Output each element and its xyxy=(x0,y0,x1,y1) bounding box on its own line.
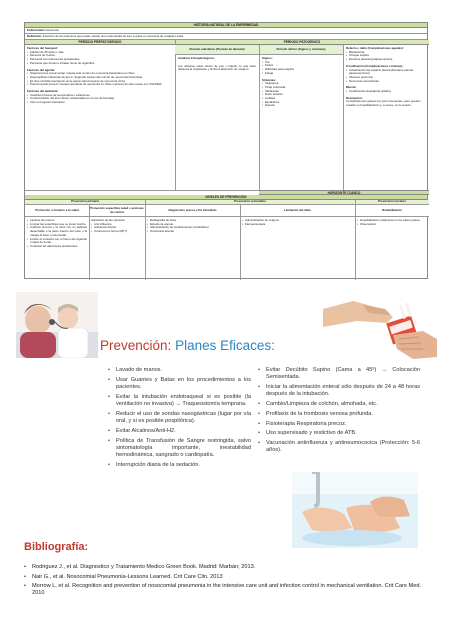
list-item: • Sibilancias xyxy=(262,90,340,94)
bibliography-list xyxy=(24,564,426,599)
damage-cell xyxy=(344,46,429,190)
subclinical-header: Periodo subclínico (Periodo de latencia) xyxy=(175,45,259,55)
list-item: • Vivir en hogares hacinados xyxy=(27,101,173,105)
disease-value: Neumonia xyxy=(45,28,59,32)
list-item: • Contra la tos ferina (DPT) xyxy=(91,230,143,234)
definition-value: Infección de los pulmones que puede causar una enfermedad de leve a grave en personas de cualquier edad. xyxy=(42,34,184,38)
list-item: • Taquipnea xyxy=(262,82,340,86)
prevention-right-list xyxy=(258,367,420,457)
prepatogenic-cell xyxy=(25,46,175,190)
list-item: • Adultos de 65 años o más. xyxy=(27,51,173,55)
prevention-item: • Vacunación antinfluenza y antineumococica (Protección: 5-6 años). xyxy=(258,440,420,454)
list-item: • Fiebre xyxy=(262,64,340,68)
death-title: Muerte: xyxy=(346,85,357,90)
prevention-item: • Reducir el uso de sondas nasogástricas (lugar por vía oral, y si es posible pospilórica). xyxy=(108,411,251,425)
col-header-promotion: Promoción o fomento a la salud xyxy=(25,205,89,217)
list-item: • Menores de 5 años. xyxy=(27,54,173,58)
list-item: • Contaminación del aire interior ocasionada por el uso de biomasa xyxy=(27,97,173,101)
agent-factors-list xyxy=(27,72,173,87)
list-item: • Administración de oxígeno xyxy=(242,219,353,223)
list-item: • Tiraje subcostal xyxy=(262,86,340,90)
list-item: • Fatiga xyxy=(262,72,340,76)
col-header-diagnosis: Diagnóstico precoz y Dx inmediato xyxy=(145,205,240,217)
list-item: • Lavarse las manos xyxy=(27,219,87,223)
no-smoking-hand-photo xyxy=(323,291,437,361)
env-factors-title: Factores del ambiente: xyxy=(27,89,59,94)
list-item: • Derrame pleural (paraneumónico) xyxy=(346,58,427,62)
prevention-item: • Usar Guantes y Batas en los procedimientos a los pacientes. xyxy=(108,377,251,391)
list-item: • Hipoxia xyxy=(262,104,340,108)
prevention-item: • Iniciar la alimentación enteral sólo después de 24 a 48 horas después de la intubación. xyxy=(258,384,420,398)
list-item: • Haemophilus influenzae de tipo b: Segundo causa más común de neumonía bacteriana xyxy=(27,76,173,80)
promotion-list xyxy=(27,219,87,249)
table-title: HISTORIA NATURAL DE LA ENFERMEDAD xyxy=(25,23,427,28)
list-item: • El virus sincitial respiratorio es la causa más frecuente de neumonía vírica xyxy=(27,80,173,84)
diagnosis-cell xyxy=(145,218,240,280)
symptoms-list xyxy=(262,82,340,108)
rehab-cell xyxy=(355,218,429,280)
limitation-list xyxy=(242,219,353,226)
list-item: • Administración de medicamentos (Antibiótico) xyxy=(147,226,238,230)
primary-prevention: Prevención primaria xyxy=(25,200,145,205)
doctor-child-photo xyxy=(16,292,98,358)
list-item: • Anti influenza xyxy=(91,223,143,227)
col-header-limitation: Limitación del daño xyxy=(240,205,355,217)
list-item: • Tos xyxy=(262,61,340,65)
prevention-title-part2: Planes Eficaces: xyxy=(175,338,275,353)
diagnosis-list xyxy=(147,219,238,234)
prevention-item: • Profilaxis de la trombosis venosa profunda. xyxy=(258,411,420,418)
definition-label: Definición: xyxy=(27,34,42,38)
prevention-item: • Fisioterapia Respiratoria precoz. xyxy=(258,421,420,428)
prevention-item: • Interrupción diaria de la sedación. xyxy=(108,462,251,469)
list-item: • Streptococcus pneumoniae: Causa más común de neumonía bacteriana en niños xyxy=(27,72,173,76)
chronic-title: Cronificación (Complicaciones crónicas): xyxy=(346,63,404,68)
changes-title: Cambios Fisiopatologicos: xyxy=(178,56,215,60)
rehab-list xyxy=(357,219,427,226)
prevention-item: • Evitar la intubación endotraqueal si es posible (la ventilación no invasiva) → Traqueostomía temprana. xyxy=(108,394,251,408)
list-item: • Controlar las afecciones persistentes xyxy=(27,245,87,249)
vaccines-list xyxy=(91,223,143,234)
resolution-title: Resolución: xyxy=(346,95,363,100)
list-item: • Personas con infecciones persistentes. xyxy=(27,58,173,62)
protection-cell xyxy=(89,218,145,280)
list-item: • Neumonía necrotizante xyxy=(346,80,427,84)
list-item: • Bacteriemia xyxy=(346,51,427,55)
prevention-item: • Evitar Decúbito Supino (Cama a 45º) → Colocación Semisentada. xyxy=(258,367,420,381)
list-item: • Observación xyxy=(357,223,427,227)
prevention-item: • Evitar Alcalinos/Anti-H2. xyxy=(108,428,251,435)
prevention-item: • Cambio/Limpieza de colchón, almohada, etc. xyxy=(258,401,420,408)
list-item: • Personas que fuman e inhalan humo de cigarrillos. xyxy=(27,62,173,66)
list-item: • Absceso pulmonar xyxy=(346,76,427,80)
prevention-title xyxy=(100,338,275,353)
resolution-text: Complicaciones graves son poco frecuentes, pero pueden resultar en hospitalización y, a veces, en la muerte. xyxy=(346,99,421,108)
vaccines-intro: Aplicación de las vacunas: xyxy=(91,218,126,222)
list-item: • Limitar el contacto con el humo del cigarrillo o dejar de fumar. xyxy=(27,238,87,245)
disease-label: Enfermedad: xyxy=(27,28,45,32)
agent-factors-title: Factores del agente: xyxy=(27,67,56,72)
patogenic-header: PERIODO PATOGENICO xyxy=(175,40,429,45)
prevention-title-part1: Prevención: xyxy=(100,338,172,353)
list-item: • Dolor torácico xyxy=(262,93,340,97)
chronic-list xyxy=(346,69,427,84)
env-factors-list xyxy=(27,94,173,105)
clinical-header: Periodo clínico (Signos y síntomas) xyxy=(259,45,343,55)
clinical-cell xyxy=(260,56,342,186)
prevention-item: • Uso supervisado y restictivo de ATB. xyxy=(258,430,420,437)
bibliography-item: • Nair G., et al. Nosocomial Pneumonia-Lessons Learned. Crit Care Clin. 2013 xyxy=(24,574,426,581)
host-factors-title: Factores del huésped: xyxy=(27,46,58,50)
list-item: • Radiografía de tórax xyxy=(147,219,238,223)
clinical-horizon: HORIZONTE CLÍNICO xyxy=(259,190,429,195)
list-item: • Antineumocócica xyxy=(91,226,143,230)
list-item: • Cambios bruscos de temperatura o estaciones xyxy=(27,94,173,98)
bibliography-item: • Morrow L, et al. Recognition and prevention of nosocomial pneumonia in the intensive care unit and infection control in mechanical ventilation. Crit Care Med. 2010 xyxy=(24,583,426,596)
tertiary-prevention: Prevención terciaria xyxy=(355,200,429,205)
list-item: • Farmacoterapia xyxy=(242,223,353,227)
symptoms-title: Síntomas: xyxy=(262,77,276,82)
list-item: • Cicatrización del espacio pleural (Derrame pleural paraneumónico) xyxy=(346,69,427,76)
host-factors-list xyxy=(27,51,173,66)
damage-title: Defecto o daño (Complicaciones agudas): xyxy=(346,46,404,50)
list-item: • Oxicmetría arterial xyxy=(147,230,238,234)
secondary-prevention: Prevención secundaria xyxy=(145,200,355,205)
list-item: • Cubrirse la boca y la nariz con un pañuelo desechable o la parte interior del codo o la manga al toser o estornudar. xyxy=(27,226,87,237)
damage-list xyxy=(346,51,427,62)
bibliography-title: Bibliografía: xyxy=(24,541,89,553)
list-item: • Escalofríos xyxy=(262,101,340,105)
promotion-cell xyxy=(25,218,89,280)
bibliography-item: • Rodriguez J., et al. Diagnostico y Tratamiento Medico Green Book. Madrid: Marbán; 2013. xyxy=(24,564,426,571)
list-item: • Cefalea xyxy=(262,97,340,101)
col-header-rehab: Rehabilitación xyxy=(355,205,429,217)
list-item: • Limpiar las superficies que se tocan mucho. xyxy=(27,223,87,227)
list-item: • Hospitalización solamente en los casos graves xyxy=(357,219,427,223)
prevention-levels: NIVELES DE PREVENCIÓN xyxy=(25,195,427,200)
changes-text: Los alvéolos están llenos de pus y líquido, lo que hace dolorosa la respiración y limita la absorción de oxígeno. xyxy=(178,63,256,72)
hand-washing-photo xyxy=(292,472,418,548)
col-header-protection: Protección específica salud o acciones de control xyxy=(89,205,145,217)
signs-list xyxy=(262,61,340,76)
death-list xyxy=(346,90,427,94)
prevention-item: • Política de Transfusión de Sangre restringida, salvo sintomatología importante, inestabilidad hemodinámica, sangrado o cardiopatía. xyxy=(108,438,251,460)
prepatogenic-header: PERIODO PREPATOGENICO xyxy=(25,40,175,45)
list-item: • Pneumocystis jiroveci: Causa importante de neumonía en niños menores de seis meses con VIH/SIDA xyxy=(27,83,173,87)
natural-history-table xyxy=(24,22,428,279)
list-item: • Choque séptico xyxy=(346,54,427,58)
subclinical-cell xyxy=(176,56,258,186)
list-item: • Insuficiencia respiratoria (infarto) xyxy=(346,90,427,94)
list-item: • Estudio de esputo xyxy=(147,223,238,227)
prevention-item: • Lavado de manos. xyxy=(108,367,251,374)
signs-title: Signos: xyxy=(262,56,273,60)
limitation-cell xyxy=(240,218,355,280)
prevention-left-list xyxy=(108,367,251,472)
list-item: • Dificultad para respirar xyxy=(262,68,340,72)
